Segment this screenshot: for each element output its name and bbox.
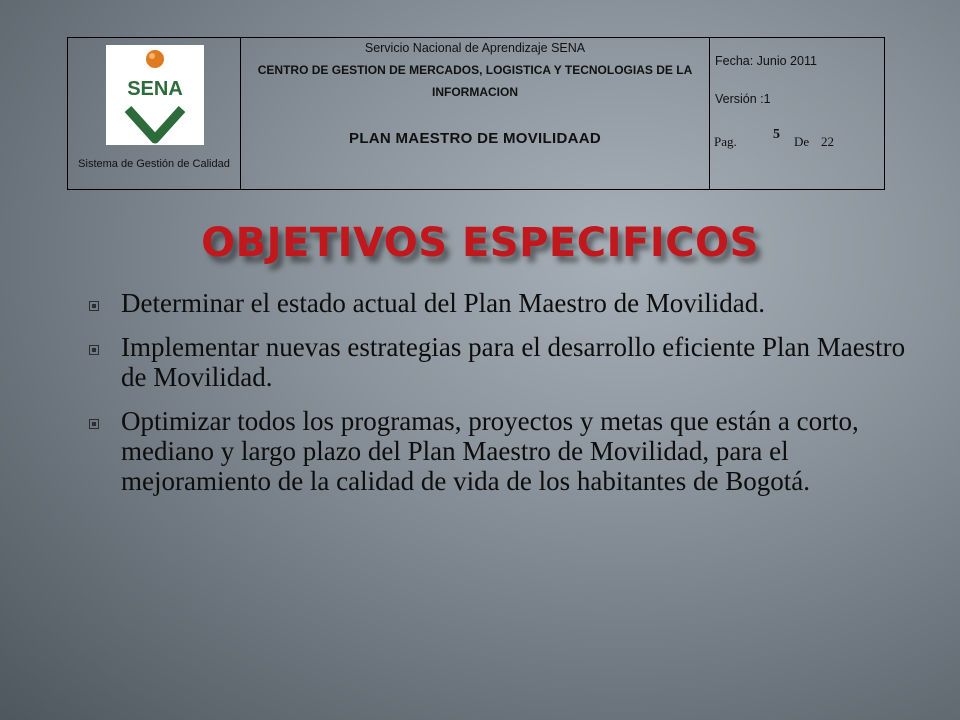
bullet-list	[88, 288, 928, 510]
org-name: Servicio Nacional de Aprendizaje SENA	[364, 41, 586, 55]
bullet-square-icon	[89, 301, 99, 311]
bullet-square-icon	[89, 345, 99, 355]
logo-text: SENA	[127, 78, 183, 100]
sena-logo-icon	[106, 45, 204, 145]
list-item	[88, 406, 928, 496]
de-label: De	[794, 134, 810, 149]
doc-title: PLAN MAESTRO DE MOVILIDAAD	[349, 130, 601, 147]
center-cell	[241, 38, 710, 189]
center-name: CENTRO DE GESTION DE MERCADOS, LOGISTICA Y TECNOLOGIAS DE LA INFORMACION	[257, 63, 693, 99]
logo-caption: Sistema de Gestión de Calidad	[78, 158, 230, 170]
bullet-square-icon	[89, 419, 99, 429]
list-item	[88, 288, 928, 318]
bullet-text: Optimizar todos los programas, proyectos y metas que están a corto, mediano y largo plazo del Plan Maestro de Movilidad, para el mejoramiento de la calidad de vida de los habitantes de Bogotá.	[121, 406, 859, 496]
meta-cell	[710, 38, 884, 189]
bullet-text: Determinar el estado actual del Plan Maestro de Movilidad.	[121, 288, 766, 318]
fecha: Fecha: Junio 2011	[715, 54, 817, 68]
slide-title: OBJETIVOS ESPECIFICOS	[201, 220, 759, 266]
sena-logo	[106, 45, 204, 145]
header-table	[67, 37, 885, 190]
logo-cell	[68, 38, 241, 189]
version: Versión :1	[715, 92, 771, 106]
bullet-text: Implementar nuevas estrategias para el desarrollo eficiente Plan Maestro de Movilidad.	[121, 332, 906, 392]
page-number: 5	[773, 127, 780, 142]
total-pages: 22	[821, 134, 834, 149]
list-item	[88, 332, 928, 392]
pag-label: Pag.	[714, 134, 737, 149]
